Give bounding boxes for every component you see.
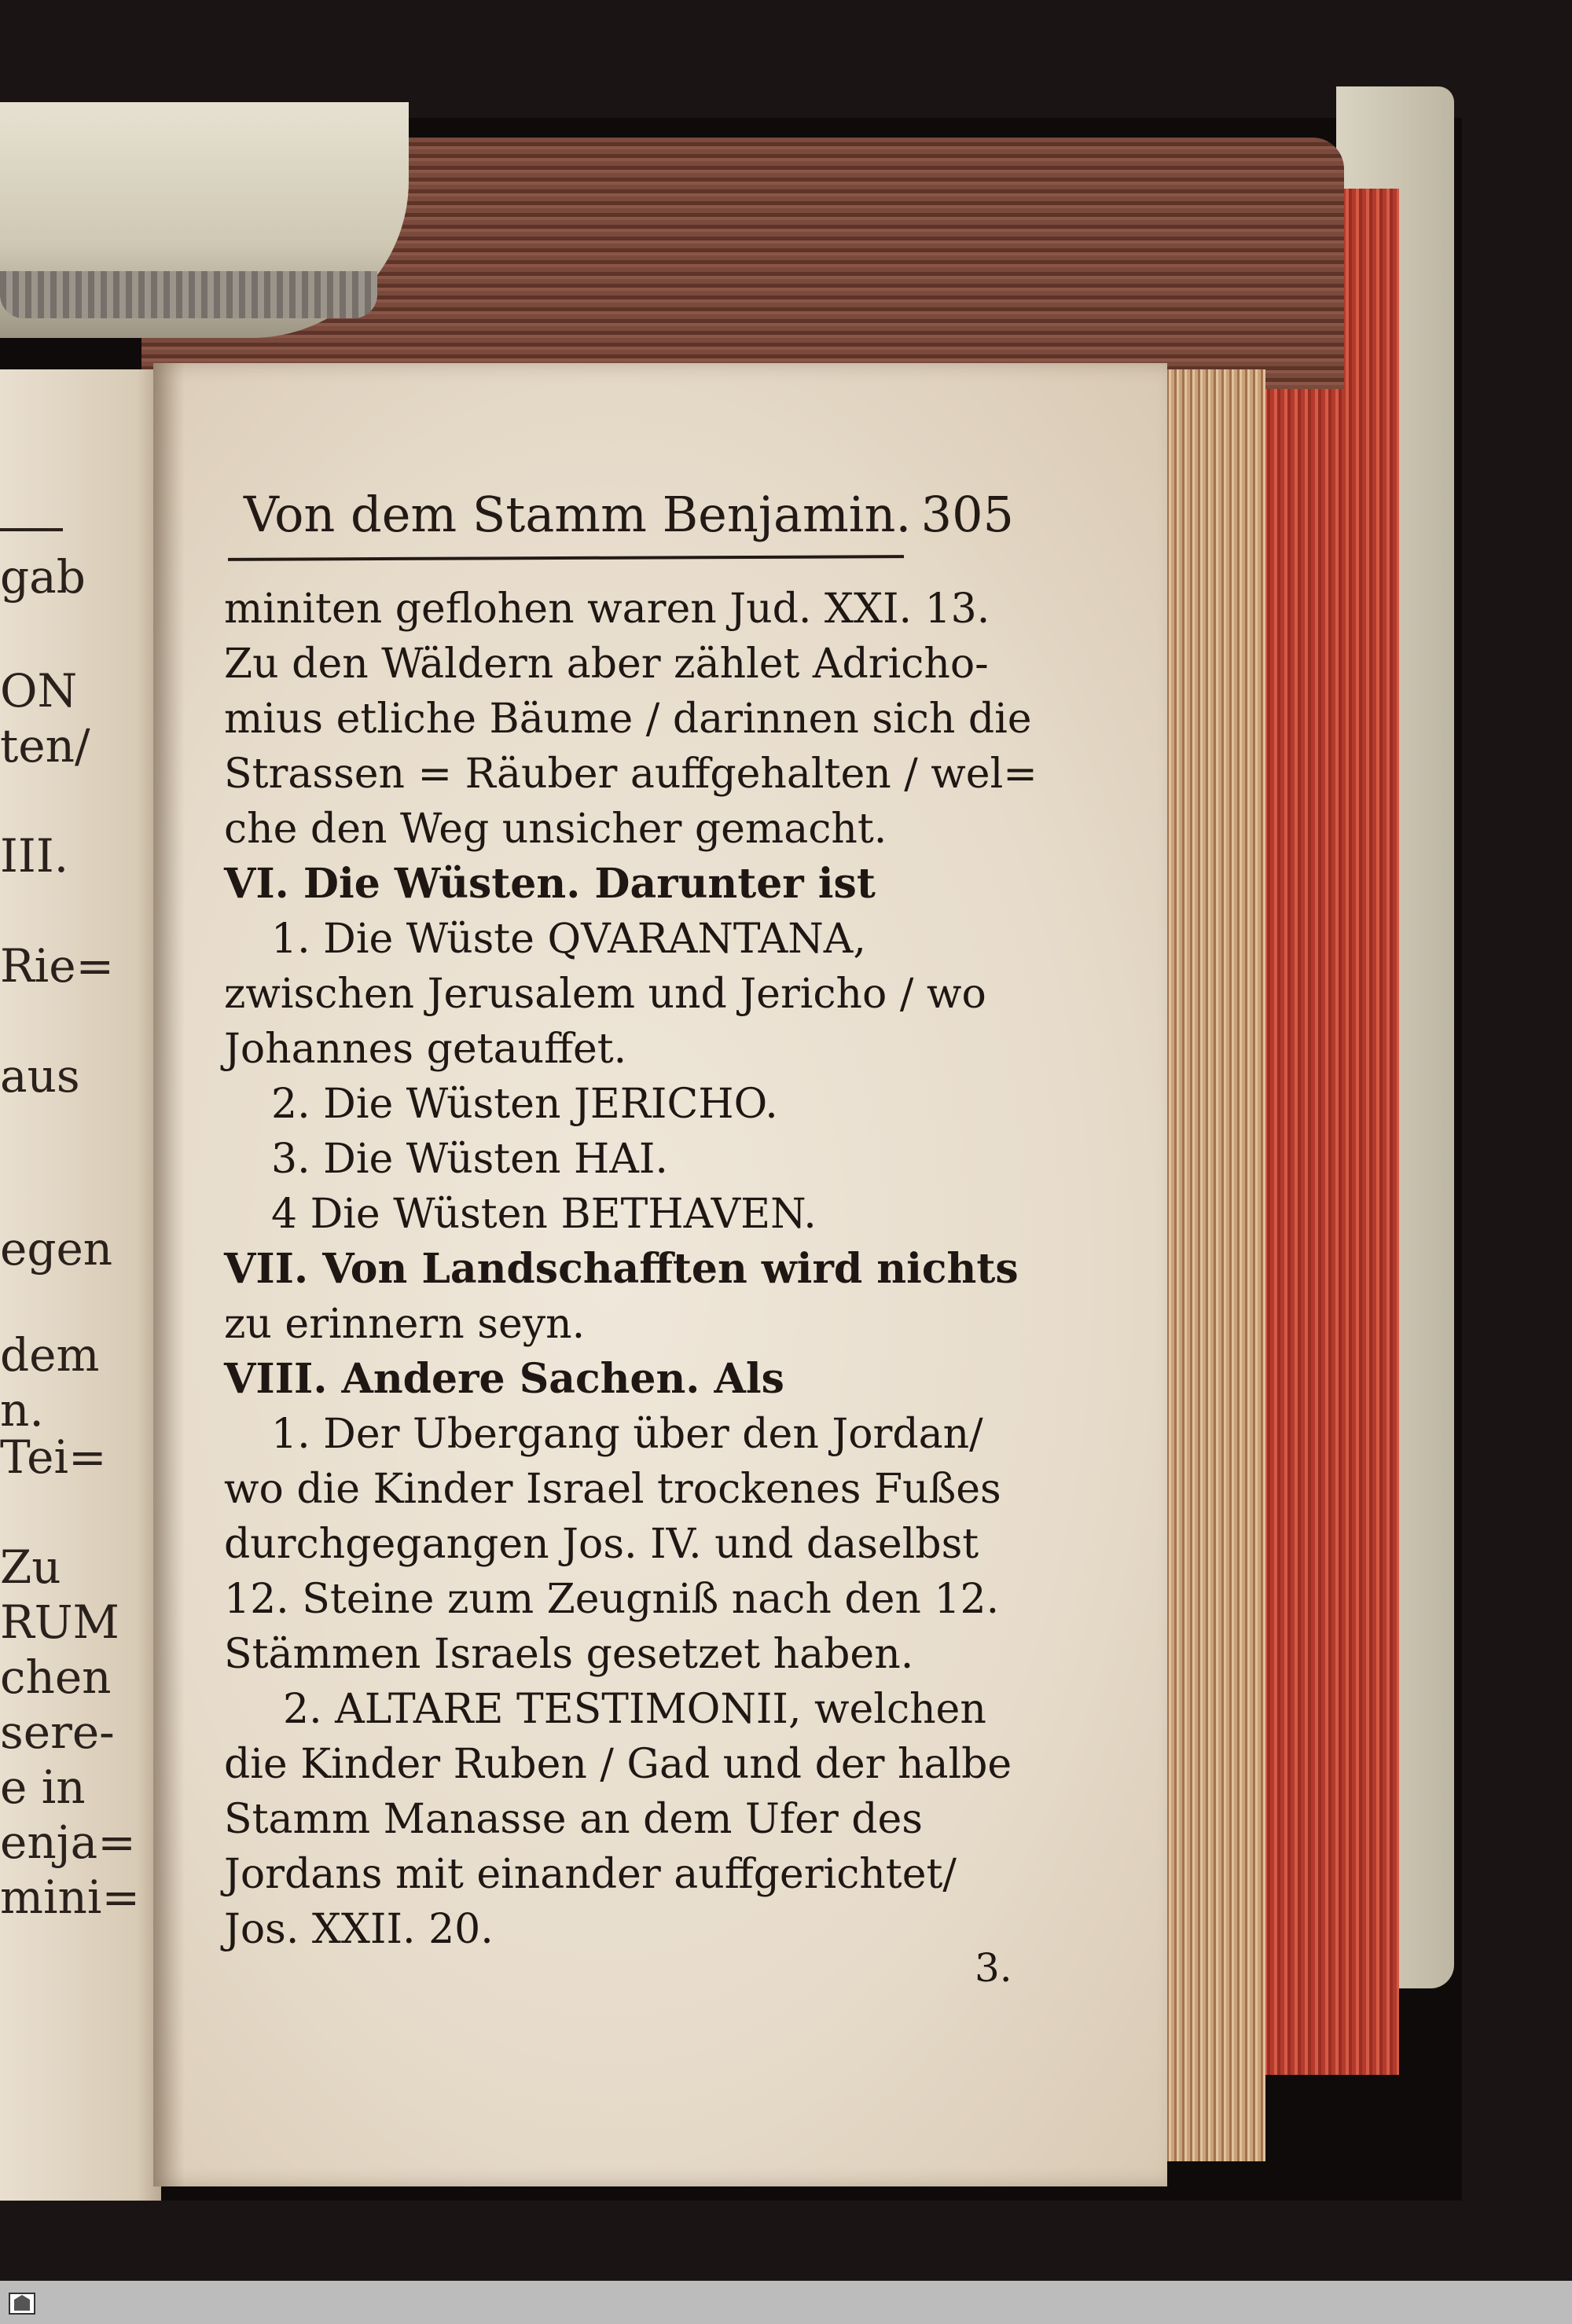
text-line: 3. Die Wüsten HAI. <box>271 1136 668 1183</box>
page-gutter-shadow <box>153 363 185 2186</box>
page-header <box>244 486 1014 549</box>
left-page <box>0 369 161 2201</box>
text-line: Stamm Manasse an dem Ufer des <box>224 1796 923 1843</box>
left-fragment: mini= <box>0 1871 141 1924</box>
text-line: miniten geflohen waren Jud. XXI. 13. <box>224 586 990 633</box>
text-line: die Kinder Ruben / Gad und der halbe <box>224 1741 1012 1788</box>
text-line: Zu den Wäldern aber zählet Adricho- <box>224 641 989 688</box>
left-fragment: Zu <box>0 1540 61 1594</box>
text-line: Jos. XXII. 20. <box>224 1906 494 1953</box>
red-page-edge <box>1250 189 1399 2075</box>
text-line: zwischen Jerusalem und Jericho / wo <box>224 971 986 1018</box>
headband <box>0 271 377 318</box>
body-text <box>224 582 1038 1957</box>
left-fragment: aus <box>0 1049 80 1103</box>
left-fragment: ten/ <box>0 719 90 773</box>
left-fragment: Tei= <box>0 1430 107 1484</box>
left-fragment: sere- <box>0 1705 115 1759</box>
text-line: Strassen = Räuber auffgehalten / wel= <box>224 751 1038 798</box>
section-heading-line: VIII. Andere Sachen. Als <box>224 1355 784 1403</box>
left-fragment: dem <box>0 1328 100 1382</box>
left-fragment: Rie= <box>0 939 115 993</box>
text-line: 1. Der Ubergang über den Jordan/ <box>271 1411 983 1458</box>
text-line: 2. Die Wüsten JERICHO. <box>271 1081 778 1128</box>
page-fore-edge <box>1155 369 1265 2161</box>
catchword: 3. <box>975 1945 1012 1991</box>
text-line: Johannes getauffet. <box>224 1026 627 1073</box>
text-line: Jordans mit einander auffgerichtet/ <box>224 1851 957 1898</box>
section-heading-line: VI. Die Wüsten. Darunter ist <box>224 860 876 908</box>
text-line: Stämmen Israels gesetzet haben. <box>224 1631 914 1678</box>
text-line: 4 Die Wüsten BETHAVEN. <box>271 1191 817 1238</box>
page-number: 305 <box>920 486 1014 543</box>
text-line: wo die Kinder Israel trockenes Fußes <box>224 1466 1001 1513</box>
library-logo-icon <box>6 2289 38 2317</box>
left-fragment: ON <box>0 664 78 718</box>
section-heading-line: VII. Von Landschafften wird nichts <box>224 1245 1019 1293</box>
text-line: 2. ALTARE TESTIMONII, welchen <box>283 1686 986 1733</box>
left-fragment: egen <box>0 1222 113 1276</box>
viewer-bottom-strip <box>0 2281 1572 2324</box>
left-fragment: chen <box>0 1650 112 1704</box>
left-page-rule <box>0 528 63 531</box>
left-fragment: gab <box>0 550 86 604</box>
left-fragment: RUM <box>0 1595 119 1649</box>
text-line: 12. Steine zum Zeugniß nach den 12. <box>224 1576 1000 1623</box>
left-fragment: III. <box>0 829 69 883</box>
text-line: 1. Die Wüste QVARANTANA, <box>271 916 866 963</box>
text-line: che den Weg unsicher gemacht. <box>224 806 887 853</box>
running-head: Von dem Stamm Benjamin. <box>244 486 912 543</box>
text-line: durchgegangen Jos. IV. und daselbst <box>224 1521 979 1568</box>
left-fragment: e in <box>0 1760 86 1814</box>
left-fragment: enja= <box>0 1816 136 1869</box>
text-line: zu erinnern seyn. <box>224 1301 586 1348</box>
text-line: mius etliche Bäume / darinnen sich die <box>224 696 1032 743</box>
left-fragment: n. <box>0 1383 44 1437</box>
